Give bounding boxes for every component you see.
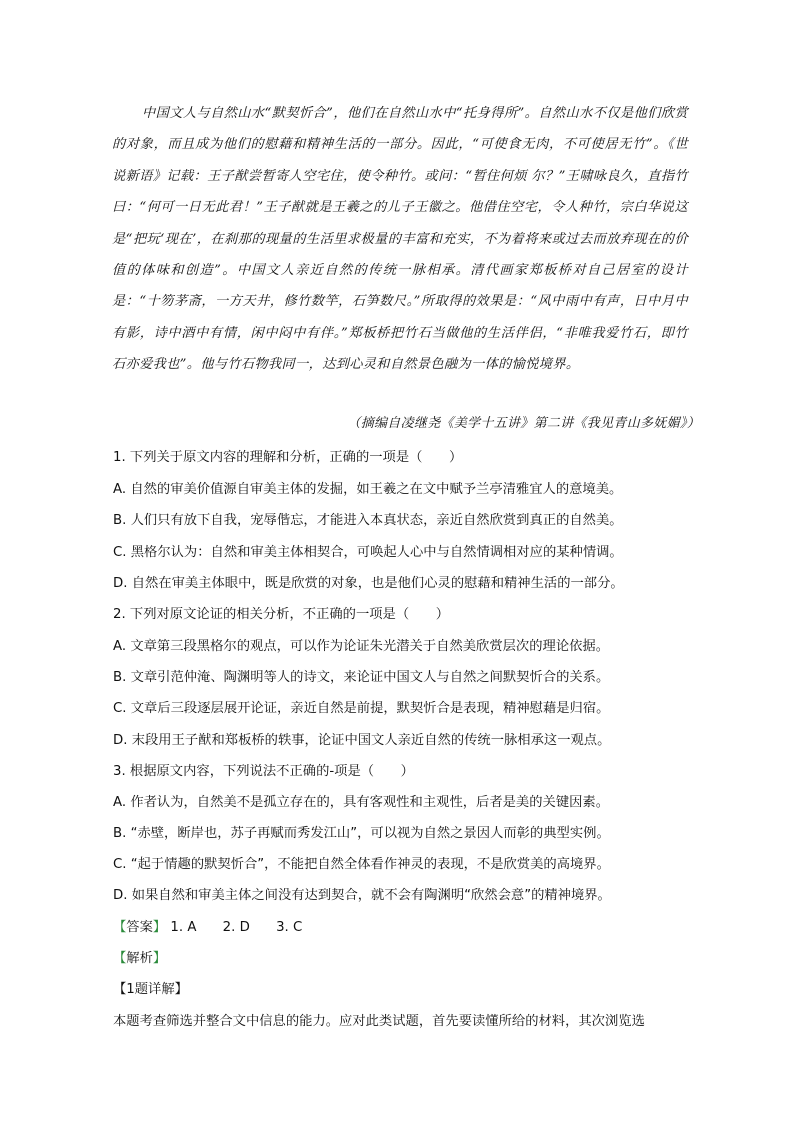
- answer-bracket-left: 【: [113, 920, 127, 935]
- question-3-option-a: A. 作者认为，自然美不是孤立存在的，具有客观性和主观性，后者是美的关键因素。: [113, 795, 610, 810]
- detail-heading: [113, 978, 188, 997]
- answer-row: [113, 916, 302, 935]
- question-2-option-a: A. 文章第三段黑格尔的观点，可以作为论证朱光潜关于自然美欣赏层次的理论依据。: [113, 639, 610, 654]
- question-3-option-b: B. “赤壁，断岸也，苏子再赋而秀发江山”，可以视为自然之景因人而彰的典型实例。: [113, 826, 610, 841]
- question-1-option-d: D. 自然在审美主体眼中，既是欣赏的对象，也是他们心灵的慰藉和精神生活的一部分。: [113, 576, 624, 591]
- analysis-label: 解析: [126, 951, 153, 966]
- answer-item-1: 1. A: [170, 920, 197, 935]
- analysis-text: 本题考查筛选并整合文中信息的能力。应对此类试题，首先要读懂所给的材料，其次浏览选: [113, 1014, 645, 1029]
- answer-item-3: 3. C: [276, 920, 303, 935]
- question-3-option-c: C. “起于情趣的默契忻合”，不能把自然全体看作神灵的表现，不是欣赏美的高境界。: [113, 857, 610, 872]
- question-3-option-d: D. 如果自然和审美主体之间没有达到契合，就不会有陶渊明“欣然会意”的精神境界。: [113, 888, 611, 903]
- answer-bracket-right: 】: [152, 920, 167, 935]
- answer-item-2: 2. D: [222, 920, 250, 935]
- analysis-bracket-left: 【: [113, 951, 127, 966]
- analysis-bracket-right: 】: [152, 951, 167, 966]
- question-2-option-b: B. 文章引范仲淹、陶渊明等人的诗文，来论证中国文人与自然之间默契忻合的关系。: [113, 670, 610, 685]
- reading-passage: 中国文人与自然山水“默契忻合”，他们在自然山水中“托身得所”。自然山水不仅是他们欣赏的对象，而且成为他们的慰藉和精神生活的一部分。因此，“可使食无肉，不可使居无竹”。《世说新语》记载：王子猷尝暂寄人空宅住，使令种竹。或问：“暂住何烦 尔？”王啸咏良久，直指竹曰：“何可一日无此君！”王子猷就是王羲之的儿子王徽之。他借住空宅，令人种竹，宗白华说这是“把玩‘现在’，在刹那的现量的生活里求极量的丰富和充实，不为着将来或过去而放弃现在的价值的体味和创造”。中国文人亲近自然的传统一脉相承。清代画家郑板桥对自己居室的设计是：“十笏茅斋，一方天井，修竹数竿，石笋数尺。”所取得的效果是：“风中雨中有声，日中月中有影，诗中酒中有情，闲中闷中有伴。”郑板桥把竹石当做他的生活伴侣，“非唯我爱竹石，即竹石亦爱我也”。他与竹石物我同一，达到心灵和自然景色融为一体的愉悦境界。: [112, 106, 688, 373]
- question-1-stem: 1. 下列关于原文内容的理解和分析，正确的一项是（ ）: [113, 450, 463, 465]
- question-1-option-c: C. 黑格尔认为：自然和审美主体相契合，可唤起人心中与自然情调相对应的某种情调。: [113, 545, 623, 560]
- question-2-stem: 2. 下列对原文论证的相关分析，不正确的一项是（ ）: [113, 607, 450, 622]
- question-2-option-c: C. 文章后三段逐层展开论证，亲近自然是前提，默契忻合是表现，精神慰藉是归宿。: [113, 701, 610, 716]
- question-1-option-b: B. 人们只有放下自我，宠辱偕忘，才能进入本真状态，亲近自然欣赏到真正的自然美。: [113, 513, 623, 528]
- detail-bracket-left: 【: [113, 982, 127, 997]
- analysis-heading: [113, 947, 166, 966]
- question-3-stem: 3. 根据原文内容，下列说法不正确的-项是（ ）: [113, 764, 414, 779]
- detail-bracket-right: 】: [174, 982, 188, 997]
- question-2-option-d: D. 末段用王子猷和郑板桥的轶事，论证中国文人亲近自然的传统一脉相承这一观点。: [113, 733, 611, 748]
- passage-source: （摘编自凌继尧《美学十五讲》第二讲《我见青山多妩媚》）: [347, 416, 700, 431]
- question-1-option-a: A. 自然的审美价值源自审美主体的发掘，如王羲之在文中赋予兰亭清雅宜人的意境美。: [113, 482, 623, 497]
- answer-label: 答案: [126, 920, 153, 935]
- detail-label: 1题详解: [126, 982, 175, 997]
